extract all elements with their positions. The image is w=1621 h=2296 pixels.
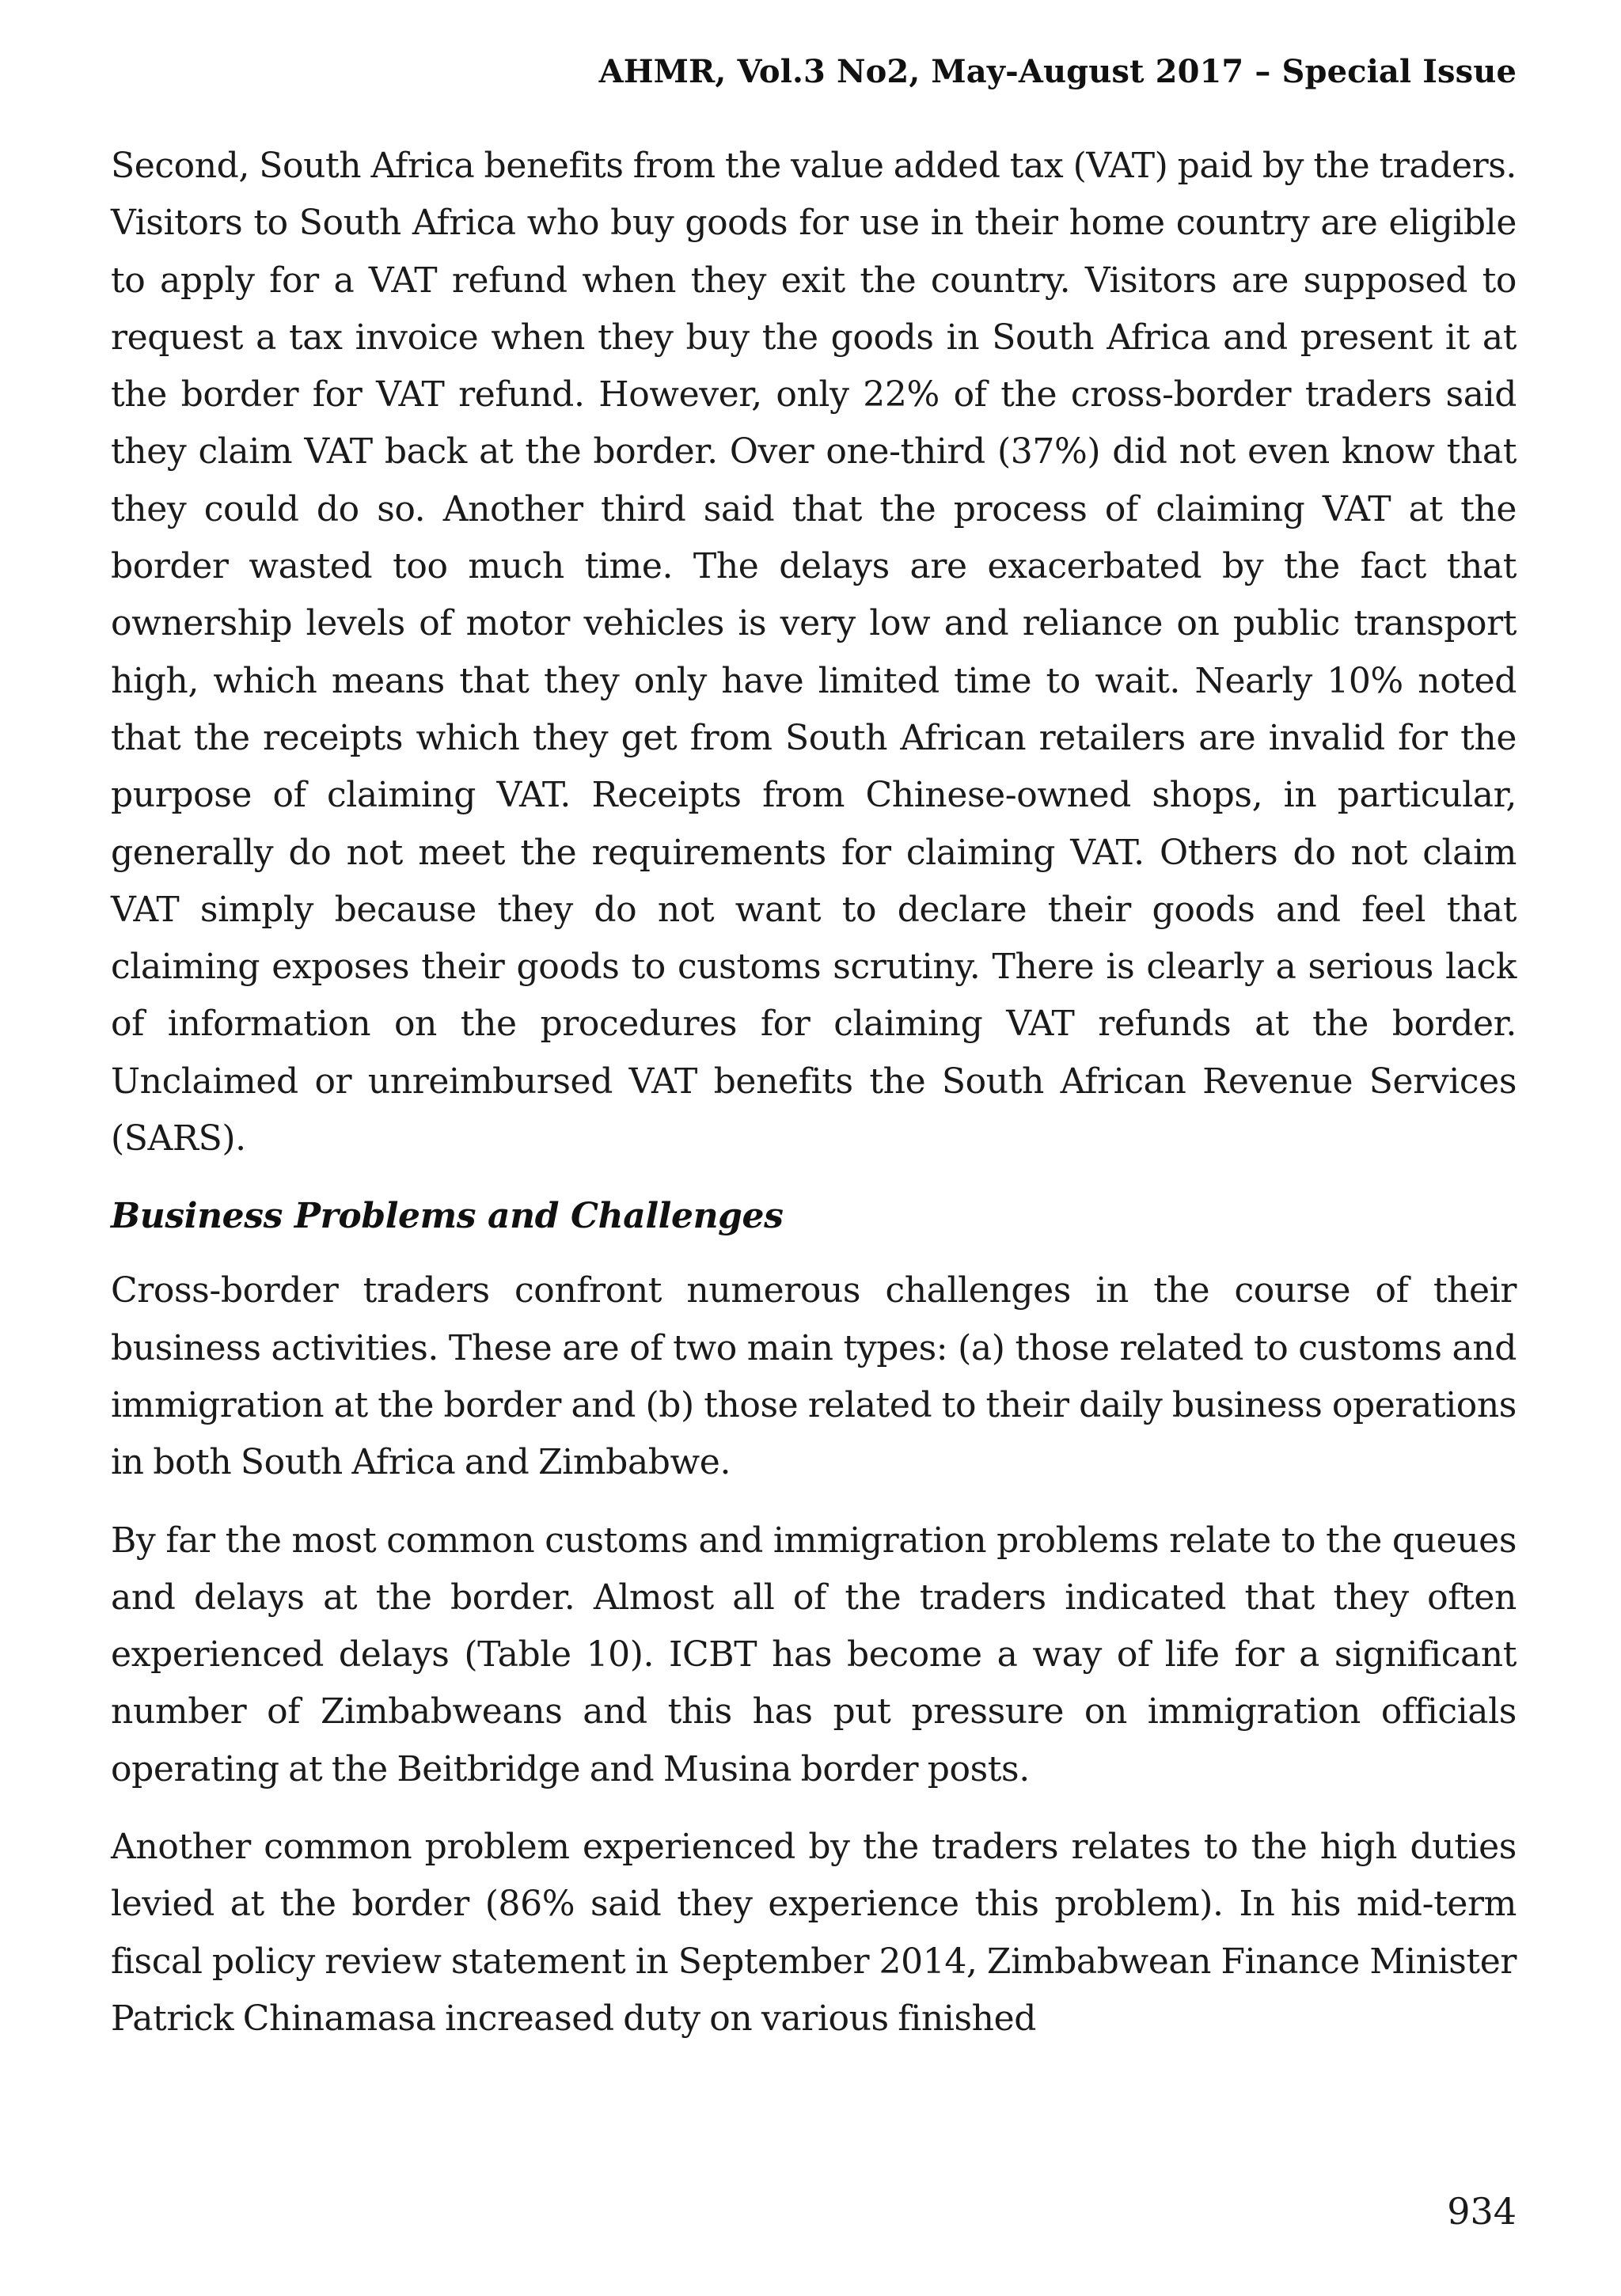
paragraph-challenges-types: Cross-border traders confront numerous challenges in the course of their business activities. These are of two main types: (a) those related to customs and immigration at the border and (b) those related to their daily business operations in both South Africa and Zimbabwe. (111, 1270, 1517, 1483)
paragraph-queues-delays: By far the most common customs and immigration problems relate to the queues and delays at the border. Almost all of the traders indicated that they often experienced delays (Table 10). ICBT has become a way of life for a significant number of Zimbabweans and this has put pressure on immigration officials operating at the Beitbridge and Musina border posts. (111, 1520, 1517, 1789)
body-text (111, 138, 1517, 2068)
paragraph-vat-refunds: Second, South Africa benefits from the value added tax (VAT) paid by the traders. Visitors to South Africa who buy goods for use in their home country are eligible to apply for a VAT refund when they exit the country. Visitors are supposed to request a tax invoice when they buy the goods in South Africa and present it at the border for VAT refund. However, only 22% of the cross-border traders said they claim VAT back at the border. Over one-third (37%) did not even know that they could do so. Another third said that the process of claiming VAT at the border wasted too much time. The delays are exacerbated by the fact that ownership levels of motor vehicles is very low and reliance on public transport high, which means that they only have limited time to wait. Nearly 10% noted that the receipts which they get from South African retailers are invalid for the purpose of claiming VAT. Receipts from Chinese-owned shops, in particular, generally do not meet the requirements for claiming VAT. Others do not claim VAT simply because they do not want to declare their goods and feel that claiming exposes their goods to customs scrutiny. There is clearly a serious lack of information on the procedures for claiming VAT refunds at the border. Unclaimed or unreimbursed VAT benefits the South African Revenue Services (SARS). (111, 146, 1517, 1159)
page-number: 934 (1447, 2190, 1517, 2233)
paragraph-high-duties: Another common problem experienced by the traders relates to the high duties levied at the border (86% said they experience this problem). In his mid-term fiscal policy review statement in September 2014, Zimbabwean Finance Minister Patrick Chinamasa increased duty on various finished (111, 1827, 1517, 2039)
section-heading: Business Problems and Challenges (111, 1196, 784, 1237)
running-header: AHMR, Vol.3 No2, May-August 2017 – Special Issue (598, 53, 1517, 90)
